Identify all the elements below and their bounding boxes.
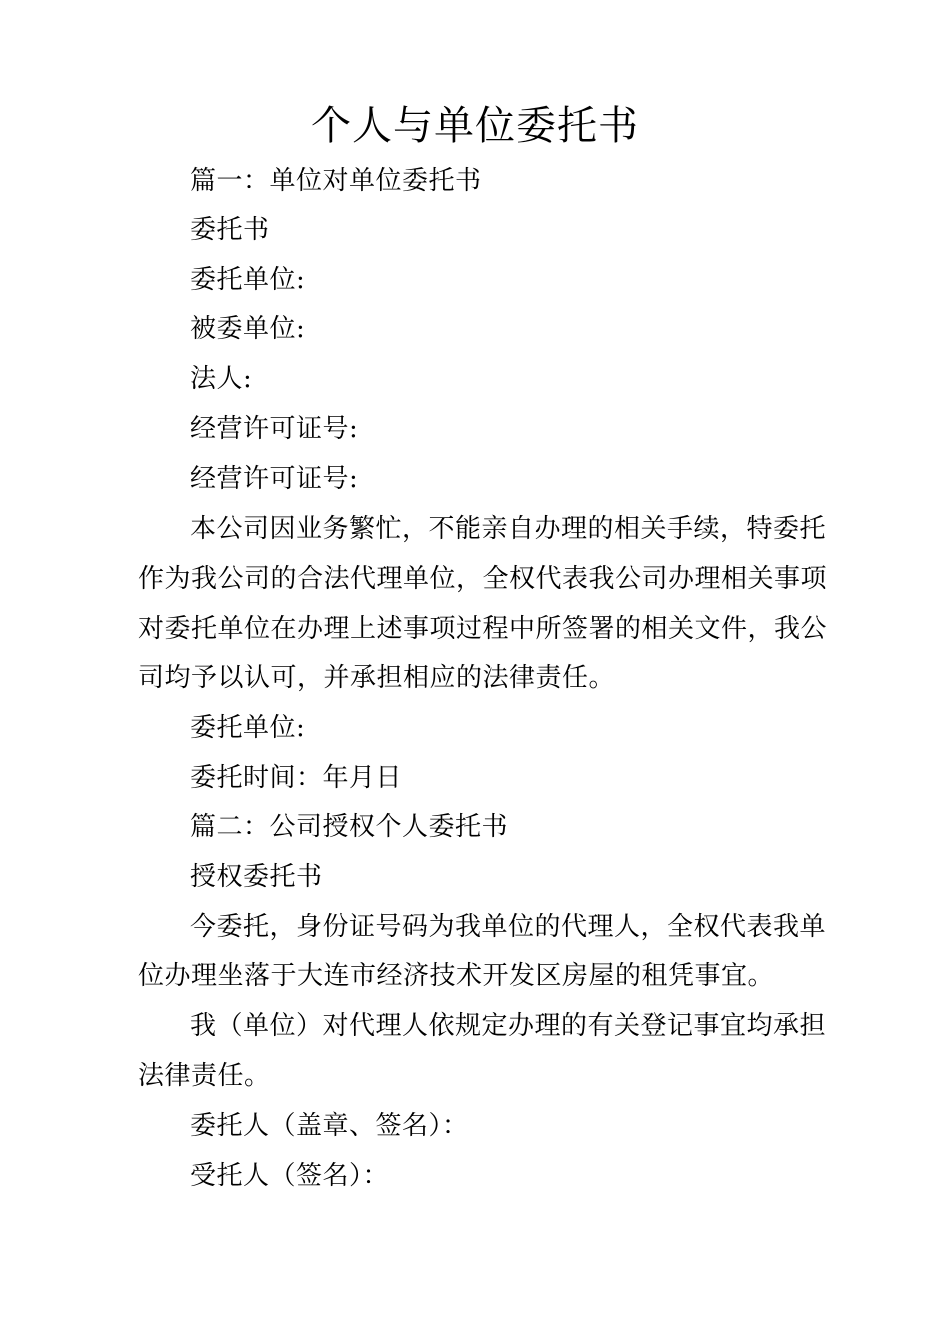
field-legal-person: 法人: [190, 364, 253, 394]
letter-title-two: 授权委托书 [190, 862, 323, 892]
paragraph-line: 司均予以认可，并承担相应的法律责任。 [138, 663, 616, 693]
paragraph-line: 本公司因业务繁忙，不能亲自办理的相关手续，特委托 [190, 514, 827, 544]
section-two-heading: 篇二：公司授权个人委托书 [190, 812, 509, 842]
paragraph-line: 位办理坐落于大连市经济技术开发区房屋的租凭事宜。 [138, 961, 775, 991]
field-entrust-date: 委托时间：年月日 [190, 763, 403, 793]
section-one-heading: 篇一：单位对单位委托书 [190, 166, 482, 196]
letter-title-one: 委托书 [190, 215, 270, 245]
field-license-number-1: 经营许可证号: [190, 414, 359, 444]
paragraph-line: 作为我公司的合法代理单位，全权代表我公司办理相关事项 [138, 564, 828, 594]
field-entrusting-unit: 委托单位: [190, 265, 306, 295]
field-entrusted-unit: 被委单位: [190, 314, 306, 344]
paragraph-line: 今委托，身份证号码为我单位的代理人，全权代表我单 [190, 912, 827, 942]
field-license-number-2: 经营许可证号: [190, 464, 359, 494]
document-title: 个人与单位委托书 [311, 103, 639, 149]
paragraph-line: 我（单位）对代理人依规定办理的有关登记事宜均承担 [190, 1011, 827, 1041]
field-entrusting-unit-sign: 委托单位: [190, 713, 306, 743]
paragraph-line: 对委托单位在办理上述事项过程中所签署的相关文件，我公 [138, 614, 828, 644]
paragraph-line: 法律责任。 [138, 1061, 271, 1091]
field-agent-signature: 受托人（签名）： [190, 1161, 390, 1191]
field-principal-signature: 委托人（盖章、签名）： [190, 1111, 469, 1141]
